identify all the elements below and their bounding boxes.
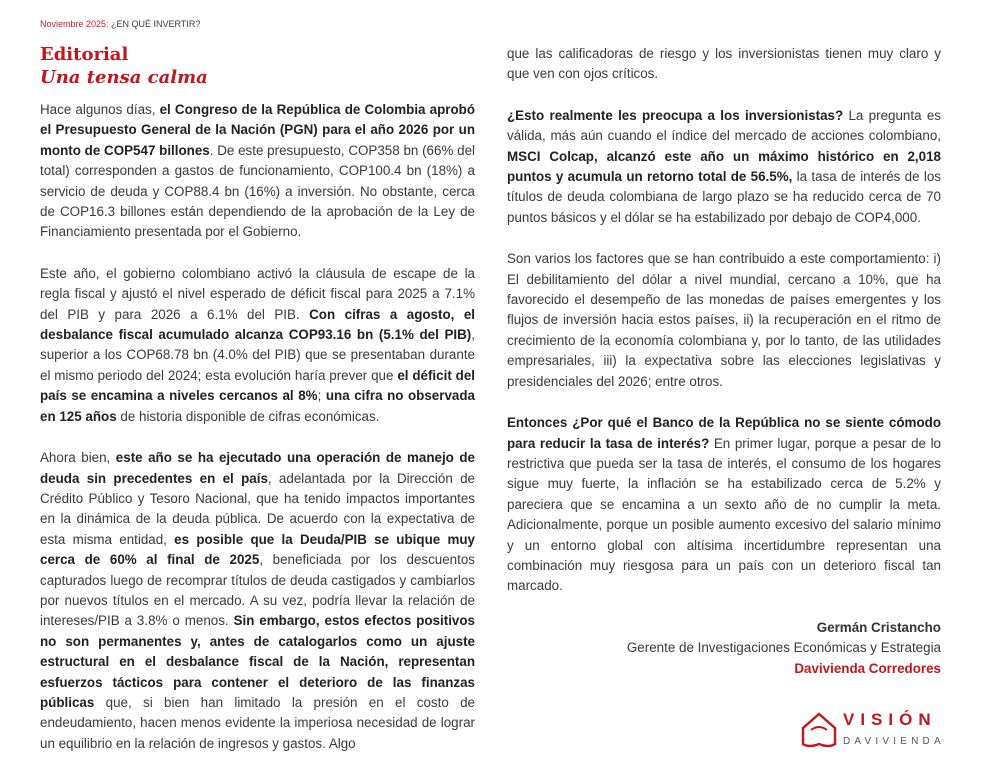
paragraph-5: [507, 106, 941, 228]
p2-run-2: , superior a los COP68.78 bn (4.0% del PIB) que se presentaban durante el mismo periodo del 2024; esta evolución haría prever que: [40, 327, 475, 383]
signature-block: [507, 618, 941, 679]
p2-run-1: Con cifras a agosto, el desbalance fiscal acumulado alcanza COP93.16 bn (5.1% del PIB): [40, 306, 475, 343]
header-topic: ¿EN QUÉ INVERTIR?: [108, 19, 201, 29]
p1-run-0: Hace algunos días,: [40, 102, 160, 117]
left-column: [40, 44, 475, 775]
p3-run-1: este año se ha ejecutado una operación de manejo de deuda sin precedentes en el país: [40, 450, 475, 486]
right-column: [507, 44, 941, 679]
p3-run-4: , beneficiada por los descuentos capturados luego de recomprar títulos de deuda castigados y cambiarlos por nuevos títulos en el mercado. A su vez, podría llevar la relación de intereses/PIB a 3.8% o menos.: [40, 552, 475, 629]
p2-run-5: una cifra no observada en 125 años: [40, 388, 475, 424]
paragraph-2: [40, 264, 475, 427]
paragraph-6: [507, 249, 941, 392]
p3-run-2: , adelantada por la Dirección de Crédito Público y Tesoro Nacional, que ha tenido impactos importantes en la dinámica de la deuda pública. De acuerdo con la expectativa de esta misma entidad,: [40, 470, 475, 547]
p2-run-3: el déficit del país se encamina a niveles cercanos al 8%: [40, 367, 476, 404]
p5-run-3: la tasa de interés de los títulos de deuda colombiana de largo plazo se ha reducido cerca de 70 puntos básicos y el dólar se ha estabilizado por debajo de COP4,000.: [507, 169, 942, 225]
p5-run-1: La pregunta es válida, más aún cuando el índice del mercado de acciones colombiano,: [507, 107, 941, 144]
p5-run-2: MSCI Colcap, alcanzó este año un máximo histórico en 2,018 puntos y acumula un retorno total de 56.5%,: [507, 148, 941, 185]
header-date: Noviembre 2025:: [40, 19, 109, 29]
logo-word: VISIÓN: [843, 710, 937, 729]
p4-run-0: que las calificadoras de riesgo y los inversionistas tienen muy claro y que ven con ojos críticos.: [507, 46, 941, 82]
p3-run-5: Sin embargo, estos efectos positivos no son permanentes y, antes de catalogarlos como un ajuste estructural en el desbalance fiscal de la Nación, representan esfuerzos tácticos para contener el deterioro de las finanzas públicas: [40, 613, 475, 710]
author-name: Germán Cristancho: [816, 619, 941, 635]
editorial-title: Editorial: [40, 44, 129, 65]
p7-run-0: Entonces ¿Por qué el Banco de la República no se siente cómodo para reducir la tasa de interés?: [507, 415, 941, 451]
p5-run-0: ¿Esto realmente les preocupa a los inversionistas?: [507, 107, 844, 123]
logo-subtitle: DAVIVIENDA: [843, 736, 945, 747]
p6-run-0: Son varios los factores que se han contribuido a este comportamiento: i) El debilitamiento del dólar a nivel mundial, cercano a 10%, que ha favorecido el desempeño de las monedas de países emergentes y los flujos de inversión hacia estos países, ii) la recuperación en el ritmo de crecimiento de la economía colombiana y, por lo tanto, de las utilidades empresariales, iii) la expectativa sobre las elecciones legislativas y presidenciales del 2026; entre otros.: [507, 251, 941, 389]
paragraph-4: [507, 44, 941, 85]
vision-davivienda-logo: [799, 708, 949, 754]
p3-run-6: que, si bien han limitado la presión en el costo de endeudamiento, hacen menos evidente la imperiosa necesidad de lograr un equilibrio en la relación de ingresos y gastos. Algo: [40, 694, 475, 751]
author-role: Gerente de Investigaciones Económicas y Estrategia: [626, 640, 941, 656]
p3-run-0: Ahora bien,: [40, 450, 116, 466]
p1-run-1: el Congreso de la República de Colombia aprobó el Presupuesto General de la Nación (PGN) para el año 2026 por un monto de COP547 billones: [40, 102, 476, 158]
p1-run-2: . De este presupuesto, COP358 bn (66% del total) corresponden a gastos de funcionamiento, COP100.4 bn (18%) a servicio de deuda y COP88.4 bn (16%) a inversión. No obstante, cerca de COP16.3 billones están dependiendo de la aprobación de la Ley de Financiamiento presentada por el Gobierno.: [40, 142, 475, 240]
paragraph-1: [40, 100, 475, 243]
author-company: Davivienda Corredores: [794, 660, 941, 676]
editorial-subtitle: Una tensa calma: [40, 67, 208, 88]
page-header: [40, 19, 200, 29]
p2-run-4: ;: [317, 388, 326, 404]
house-logo-icon: [799, 708, 839, 750]
paragraph-7: [507, 413, 941, 597]
p7-run-1: En primer lugar, porque a pesar de lo restrictiva que pueda ser la tasa de interés, el consumo de los hogares sigue muy fuerte, la inflación se ha estabilizado cerca de 5.2% y pareciera que se encamina a un sexto año de no cumplir la meta. Adicionalmente, porque un posible aumento excesivo del salario mínimo y un entorno global con altísima incertidumbre representan una combinación muy riesgosa para un país con un deterioro fiscal tan marcado.: [507, 435, 941, 594]
paragraph-3: [40, 448, 475, 754]
p2-run-0: Este año, el gobierno colombiano activó la cláusula de escape de la regla fiscal y ajustó el nivel esperado de déficit fiscal para 2025 a 7.1% del PIB y para 2026 a 6.1% del PIB.: [40, 265, 475, 322]
p2-run-6: de historia disponible de cifras económicas.: [116, 408, 380, 424]
p3-run-3: es posible que la Deuda/PIB se ubique muy cerca de 60% al final de 2025: [40, 531, 475, 568]
